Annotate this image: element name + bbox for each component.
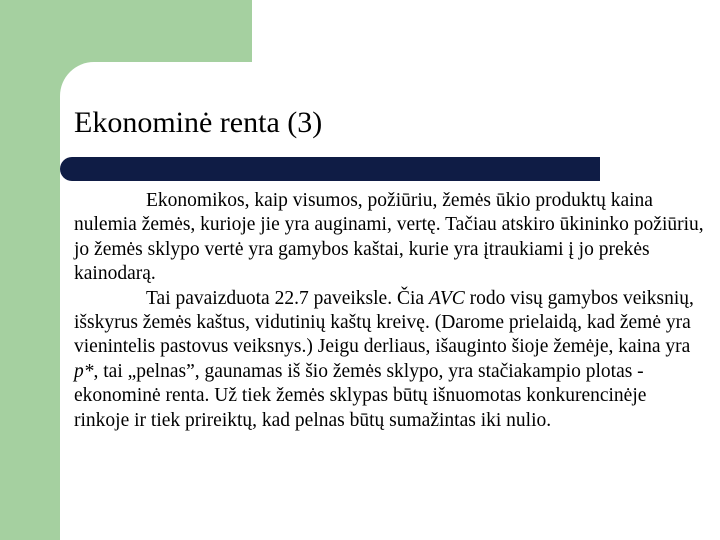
slide-body <box>74 189 706 433</box>
paragraph-1: Ekonomikos, kaip visumos, požiūriu, žemės ūkio produktų kaina nulemia žemės, kurioje jie yra auginami, vertę. Tačiau atskiro ūkininko požiūriu, jo žemės sklypo vertė yra gamybos kaštai, kurie yra įtraukiami į jo prekės kainodarą. <box>74 190 704 285</box>
paragraph-2-part-2: rodo visų gamybos veiksnių, išskyrus žemės kaštus, vidutinių kaštų kreivę. (Darome prielaidą, kad žemė yra vienintelis pastovus veiksnys.) Jeigu derliaus, išauginto šioje žemėje, kaina yra <box>74 287 694 358</box>
paragraph-2 <box>74 287 706 433</box>
paragraph-2-part-1: Tai pavaizduota 22.7 paveiksle. Čia <box>146 287 429 309</box>
title-underline-bar <box>60 157 600 181</box>
price-pstar-term: p* <box>74 360 94 382</box>
slide-title: Ekonominė renta (3) <box>74 106 323 139</box>
avc-term: AVC <box>428 287 465 309</box>
paragraph-2-part-3: , tai „pelnas”, gaunamas iš šio žemės sklypo, yra stačiakampio plotas - ekonominė renta. Už tiek žemės sklypas būtų išnuomotas konkurencinėje rinkoje ir tiek prireiktų, kad pelnas būtų sumažintas iki nulio. <box>74 360 647 431</box>
